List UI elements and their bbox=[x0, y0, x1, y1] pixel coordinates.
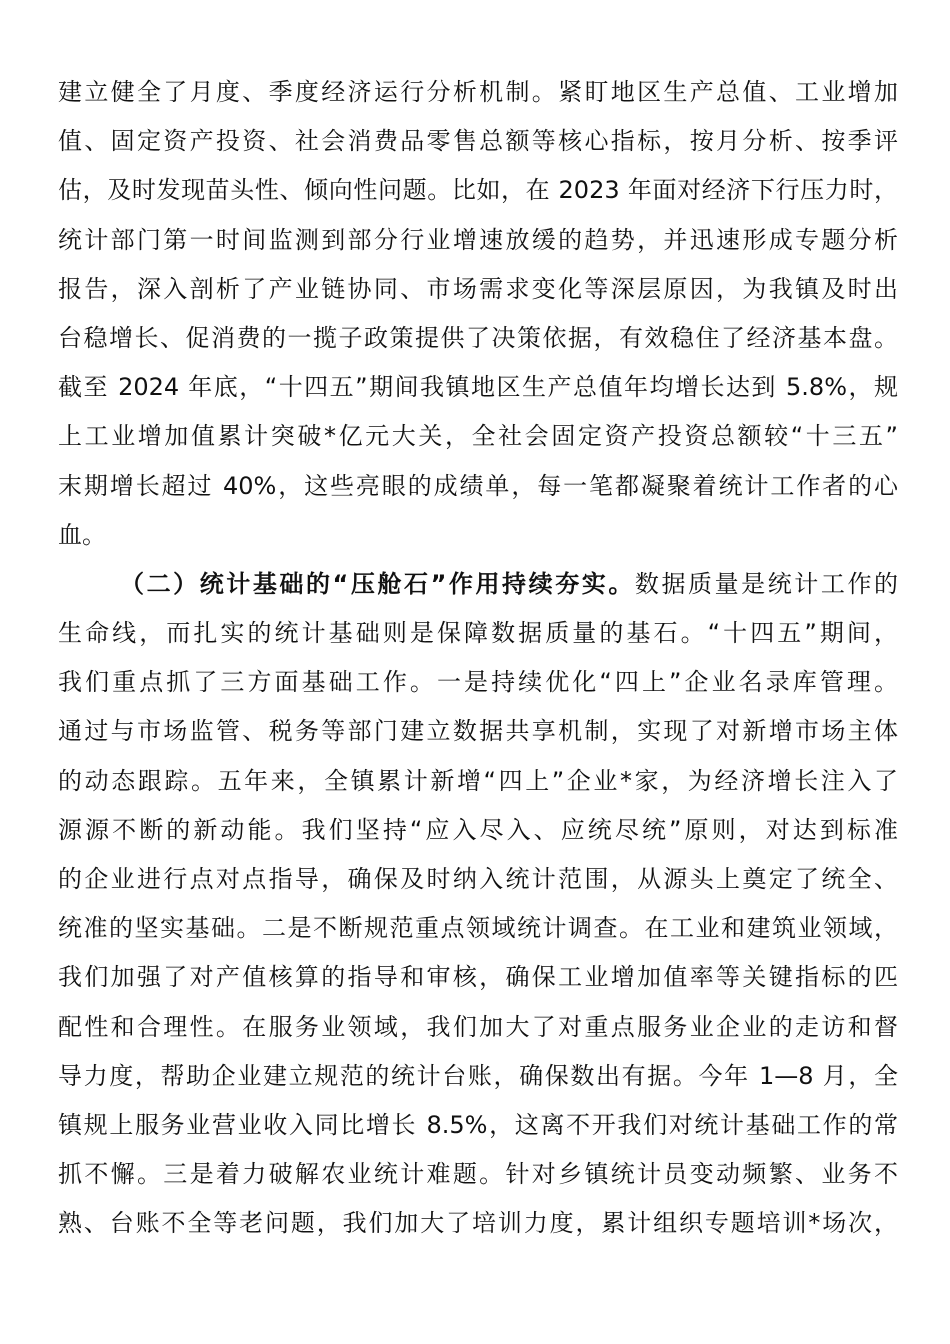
section-first-line-text: 数据质量是统计工作的 bbox=[634, 569, 898, 598]
paragraph-line: 生命线，而扎实的统计基础则是保障数据质量的基石。“十四五”期间， bbox=[58, 619, 898, 648]
paragraph-line: 抓不懈。三是着力破解农业统计难题。针对乡镇统计员变动频繁、业务不 bbox=[58, 1160, 898, 1189]
paragraph-line: 配性和合理性。在服务业领域，我们加大了对重点服务业企业的走访和督 bbox=[58, 1012, 898, 1041]
section-first-line bbox=[58, 560, 898, 609]
paragraph-line: 截至 2024 年底，“十四五”期间我镇地区生产总值年均增长达到 5.8%，规 bbox=[58, 373, 898, 402]
body-text bbox=[58, 68, 898, 1249]
paragraph-line: 源源不断的新动能。我们坚持“应入尽入、应统尽统”原则，对达到标准 bbox=[58, 815, 898, 844]
paragraph-line: 熟、台账不全等老问题，我们加大了培训力度，累计组织专题培训*场次， bbox=[58, 1209, 898, 1238]
paragraph-line: 上工业增加值累计突破*亿元大关，全社会固定资产投资总额较“十三五” bbox=[58, 422, 898, 451]
section-heading: （二）统计基础的“压舱石”作用持续夯实。 bbox=[120, 569, 635, 598]
paragraph-line: 统计部门第一时间监测到部分行业增速放缓的趋势，并迅速形成专题分析 bbox=[58, 225, 898, 254]
paragraph-line: 我们加强了对产值核算的指导和审核，确保工业增加值率等关键指标的匹 bbox=[58, 963, 898, 992]
paragraph-line: 我们重点抓了三方面基础工作。一是持续优化“四上”企业名录库管理。 bbox=[58, 668, 898, 697]
paragraph-line: 末期增长超过 40%，这些亮眼的成绩单，每一笔都凝聚着统计工作者的心 bbox=[58, 471, 898, 500]
paragraph-line: 值、固定资产投资、社会消费品零售总额等核心指标，按月分析、按季评 bbox=[58, 127, 898, 156]
paragraph-line: 台稳增长、促消费的一揽子政策提供了决策依据，有效稳住了经济基本盘。 bbox=[58, 323, 898, 352]
paragraph-line: 报告，深入剖析了产业链协同、市场需求变化等深层原因，为我镇及时出 bbox=[58, 274, 898, 303]
paragraph-last-line: 血。 bbox=[58, 520, 106, 549]
paragraph-line: 估，及时发现苗头性、倾向性问题。比如，在 2023 年面对经济下行压力时， bbox=[58, 176, 898, 205]
paragraph-line: 导力度，帮助企业建立规范的统计台账，确保数出有据。今年 1—8 月，全 bbox=[58, 1061, 898, 1090]
paragraph-line: 镇规上服务业营业收入同比增长 8.5%，这离不开我们对统计基础工作的常 bbox=[58, 1110, 898, 1139]
paragraph-line: 的动态跟踪。五年来，全镇累计新增“四上”企业*家，为经济增长注入了 bbox=[58, 766, 898, 795]
paragraph-line: 统准的坚实基础。二是不断规范重点领域统计调查。在工业和建筑业领域， bbox=[58, 914, 898, 943]
paragraph-line: 建立健全了月度、季度经济运行分析机制。紧盯地区生产总值、工业增加 bbox=[58, 78, 898, 106]
paragraph-line: 通过与市场监管、税务等部门建立数据共享机制，实现了对新增市场主体 bbox=[58, 717, 898, 746]
paragraph-line: 的企业进行点对点指导，确保及时纳入统计范围，从源头上奠定了统全、 bbox=[58, 865, 898, 893]
